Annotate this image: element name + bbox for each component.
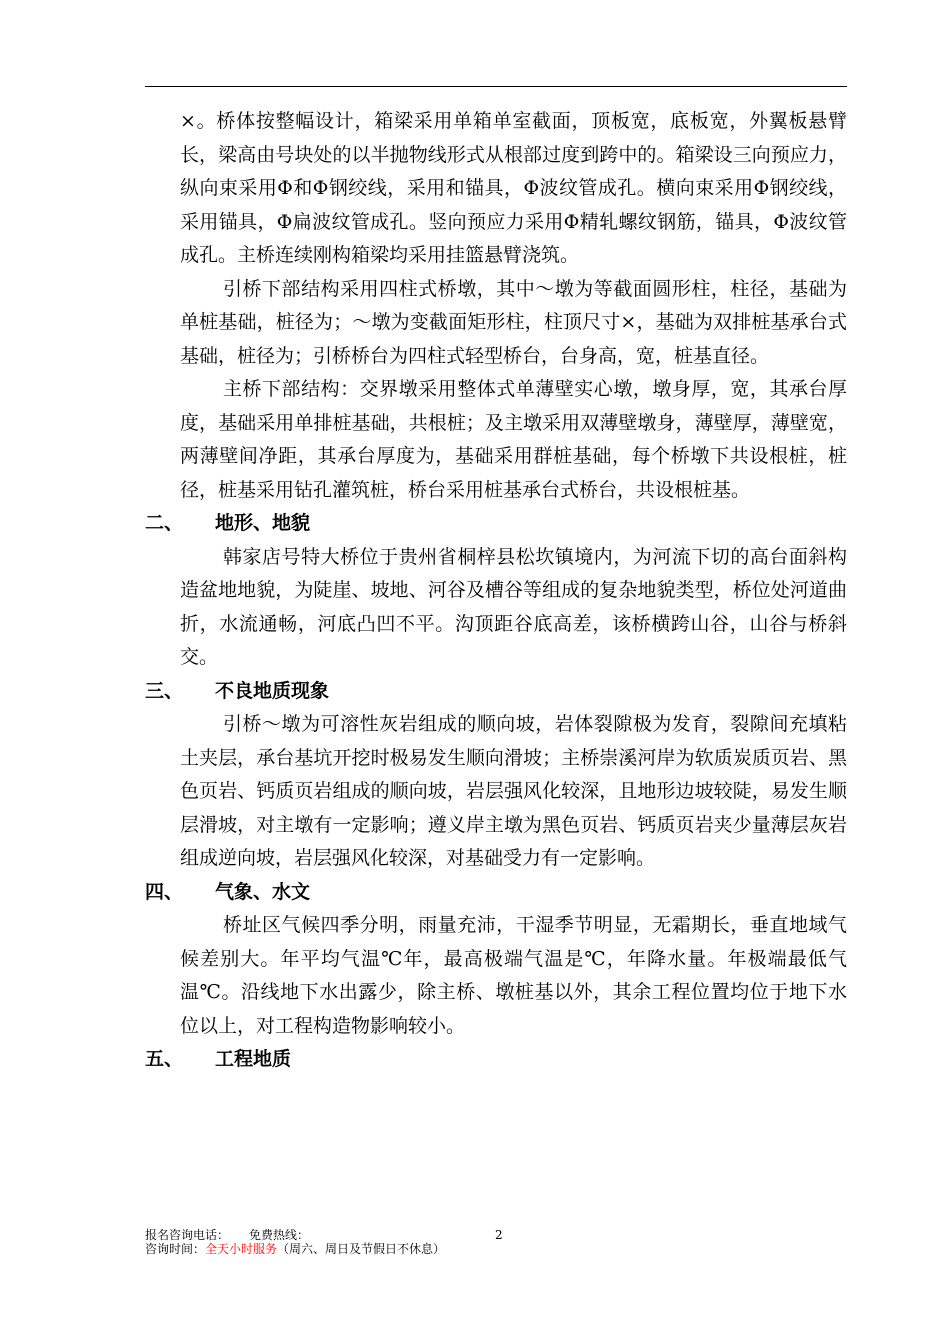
section-heading-engineering-geology: [145, 1043, 847, 1077]
paragraph-adverse-geology: 引桥～墩为可溶性灰岩组成的顺向坡，岩体裂隙极为发育，裂隙间充填粘土夹层，承台基坑开挖时极易发生顺向滑坡；主桥崇溪河岸为软质炭质页岩、黑色页岩、钙质页岩组成的顺向坡，岩层强风化较深，且地形边坡较陡，易发生顺层滑坡，对主墩有一定影响；遵义岸主墩为黑色页岩、钙质页岩夹少量薄层灰岩组成逆向坡，岩层强风化较深，对基础受力有一定影响。: [180, 713, 847, 869]
page-footer: [145, 1228, 845, 1256]
paragraph-main-bridge-superstructure: ×。桥体按整幅设计，箱梁采用单箱单室截面，顶板宽，底板宽，外翼板悬臂长，梁高由号块处的以半抛物线形式从根部过度到跨中的。箱梁设三向预应力，纵向束采用Φ和Φ钢绞线，采用和锚具，Φ波纹管成孔。横向束采用Φ钢绞线，采用锚具，Φ扁波纹管成孔。竖向预应力采用Φ精轧螺纹钢筋，锚具，Φ波纹管成孔。主桥连续刚构箱梁均采用挂篮悬臂浇筑。: [180, 110, 847, 266]
hotline-label: 免费热线：: [249, 1228, 310, 1242]
section-title: 不良地质现象: [215, 679, 330, 702]
section-number: 四、: [145, 880, 184, 903]
section-title: 工程地质: [215, 1048, 292, 1070]
paragraph-terrain: 韩家店号特大桥位于贵州省桐梓县松坎镇境内，为河流下切的高台面斜构造盆地地貌，为陡崖、坡地、河谷及槽谷等组成的复杂地貌类型，桥位处河道曲折，水流通畅，河底凸凹不平。沟顶距谷底高差，该桥横跨山谷，山谷与桥斜交。: [180, 545, 847, 668]
footer-contact-row: [145, 1228, 845, 1242]
phone-label: 报名咨询电话：: [145, 1228, 230, 1242]
time-highlight: 全天小时服务: [205, 1242, 278, 1256]
time-note: （周六、周日及节假日不休息）: [277, 1242, 446, 1256]
section-heading-adverse-geology: [145, 675, 847, 709]
paragraph-climate-hydrology: 桥址区气候四季分明，雨量充沛，干湿季节明显，无霜期长，垂直地域气候差别大。年平均气温℃年，最高极端气温是℃，年降水量。年极端最低气温℃。沿线地下水出露少，除主桥、墩桩基以外，其余工程位置均位于地下水位以上，对工程构造物影响较小。: [180, 914, 847, 1037]
footer-time-row: [145, 1242, 845, 1256]
section-title: 地形、地貌: [215, 512, 311, 534]
page-number: 2: [495, 1228, 503, 1242]
section-title: 气象、水文: [215, 880, 311, 903]
section-number: 三、: [145, 679, 184, 702]
time-label: 咨询时间：: [145, 1242, 206, 1256]
section-number: 五、: [145, 1048, 184, 1070]
section-number: 二、: [145, 512, 184, 534]
document-body: [145, 105, 847, 1077]
paragraph-approach-substructure: 引桥下部结构采用四柱式桥墩，其中～墩为等截面圆形柱，柱径，基础为单桩基础，桩径为；～墩为变截面矩形柱，柱顶尺寸×，基础为双排桩基承台式基础，桩径为；引桥桥台为四柱式轻型桥台，台身高，宽，桩基直径。: [180, 277, 847, 367]
paragraph-main-bridge-substructure: 主桥下部结构：交界墩采用整体式单薄壁实心墩，墩身厚，宽，其承台厚度，基础采用单排桩基础，共根桩；及主墩采用双薄壁墩身，薄壁厚，薄壁宽，两薄壁间净距，其承台厚度为，基础采用群桩基础，每个桥墩下共设根桩，桩径，桩基采用钻孔灌筑桩，桥台采用桩基承台式桥台，共设根桩基。: [180, 378, 847, 501]
header-rule: [145, 86, 847, 87]
section-heading-climate-hydrology: [145, 876, 847, 910]
section-heading-terrain: [145, 507, 847, 541]
